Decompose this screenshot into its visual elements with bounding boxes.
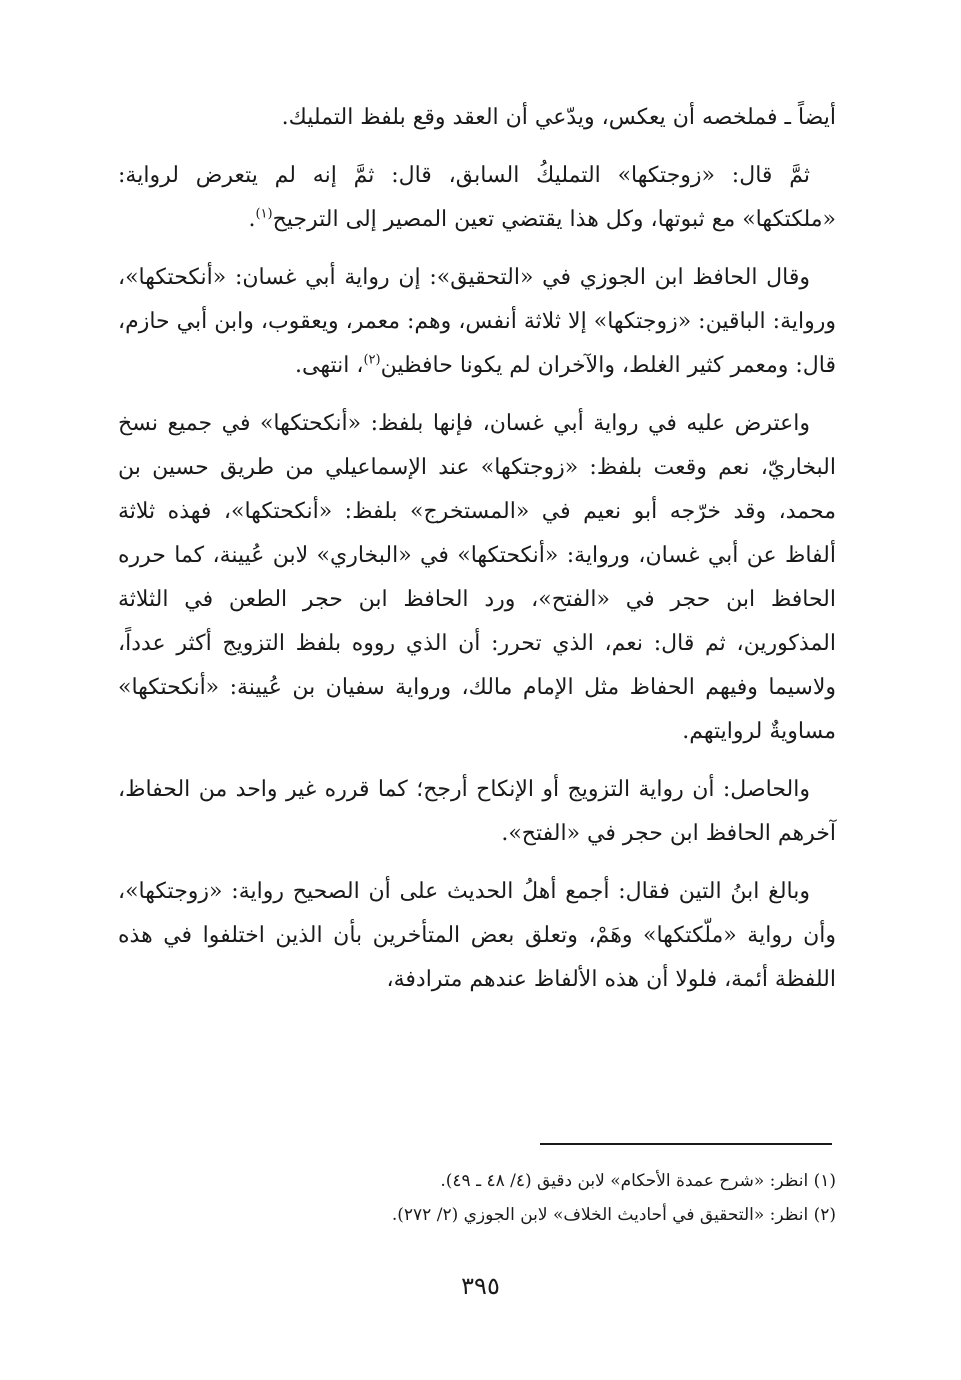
paragraph-2-text: ثمَّ قال: «زوجتكها» التمليكُ السابق، قال: ثمَّ إنه لم يتعرض لرواية: «ملكتكها» مع ثبوتها، وكل هذا يقتضي تعين المصير إلى الترجيح: [118, 163, 836, 232]
footnote-2-marker: (٢): [813, 1205, 836, 1225]
paragraph-6: [118, 870, 836, 1002]
paragraph-3: [118, 256, 836, 388]
paragraph-3-tail: ، انتهى.: [295, 353, 364, 378]
paragraph-3-text: وقال الحافظ ابن الجوزي في «التحقيق»: إن رواية أبي غسان: «أنكحتكها»، ورواية: الباقين: «زوجتكها» إلا ثلاثة أنفس، وهم: معمر، ويعقوب، وابن أبي حازم، قال: ومعمر كثير الغلط، والآخران لم يكونا حافظين: [118, 265, 836, 378]
paragraph-6-text: وبالغ ابنُ التين فقال: أجمع أهلُ الحديث على أن الصحيح رواية: «زوجتكها»، وأن رواية «ملّكتكها» وهَمْ، وتعلق بعض المتأخرين بأن الذين اختلفوا في هذه اللفظة أئمة، فلولا أن هذه الألفاظ عندهم مترادفة،: [118, 879, 836, 992]
footnote-2-text: انظر: «التحقيق في أحاديث الخلاف» لابن الجوزي (٢/ ٢٧٢).: [391, 1205, 809, 1225]
paragraph-1: [118, 96, 836, 140]
footnote-separator: [540, 1143, 832, 1145]
paragraph-1-text: أيضاً ـ فملخصه أن يعكس، ويدّعي أن العقد وقع بلفظ التمليك.: [281, 105, 836, 130]
footnote-ref-2: (٢): [363, 352, 381, 368]
footnote-1: [118, 1164, 836, 1198]
footnote-1-text: انظر: «شرح عمدة الأحكام» لابن دقيق (٤/ ٤٨ ـ ٤٩).: [440, 1171, 809, 1191]
paragraph-4-text: واعترض عليه في رواية أبي غسان، فإنها بلفظ: «أنكحتكها» في جميع نسخ البخاريّ، نعم وقعت بلفظ: «زوجتكها» عند الإسماعيلي من طريق حسين بن محمد، وقد خرّجه أبو نعيم في «المستخرج» بلفظ: «أنكحتكها»، فهذه ثلاثة ألفاظ عن أبي غسان، ورواية: «أنكحتكها» في «البخاري» لابن عُيينة، كما حرره الحافظ ابن حجر في «الفتح»، ورد الحافظ ابن حجر الطعن في الثلاثة المذكورين، ثم قال: نعم، الذي تحرر: أن الذي رووه بلفظ التزويج أكثر عدداً، ولاسيما وفيهم الحفاظ مثل الإمام مالك، ورواية سفيان بن عُيينة: «أنكحتكها» مساويةٌ لروايتهم.: [118, 411, 836, 744]
paragraph-5: [118, 768, 836, 856]
page-number: ٣٩٥: [461, 1272, 500, 1300]
footnote-ref-1: (١): [255, 206, 273, 222]
paragraph-2: [118, 154, 836, 242]
main-text: [118, 96, 836, 1016]
paragraph-2-tail: .: [248, 207, 256, 232]
footnote-1-marker: (١): [813, 1171, 836, 1191]
footnote-2: [118, 1198, 836, 1232]
footnotes: [118, 1164, 836, 1232]
paragraph-5-text: والحاصل: أن رواية التزويج أو الإنكاح أرجح؛ كما قرره غير واحد من الحفاظ، آخرهم الحافظ ابن حجر في «الفتح».: [118, 777, 836, 846]
paragraph-4: [118, 402, 836, 754]
